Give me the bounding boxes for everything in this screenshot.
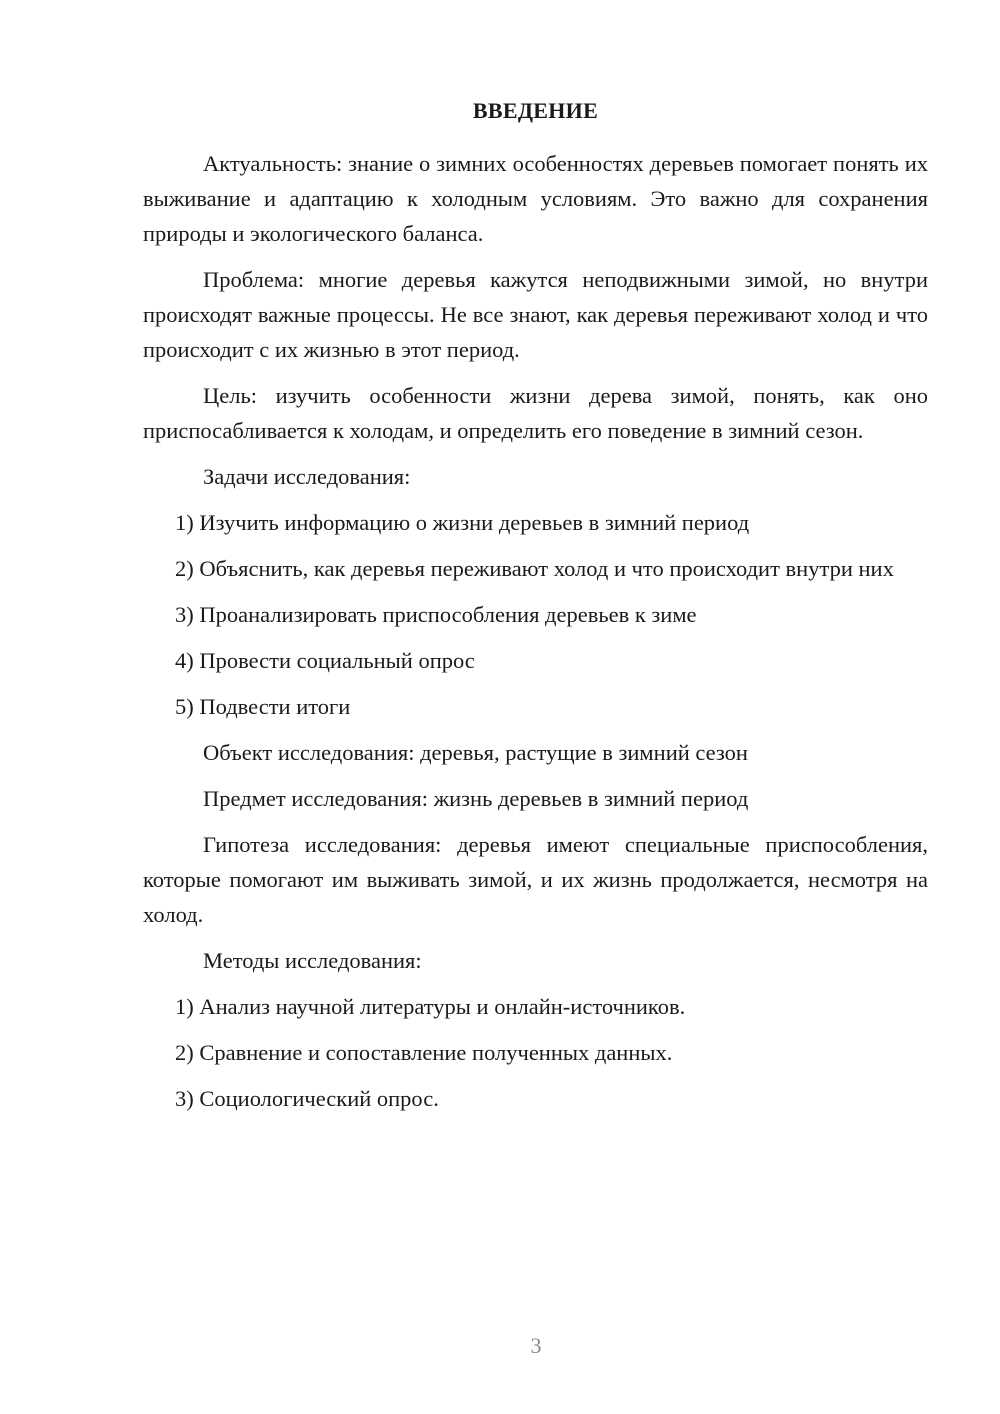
subject-paragraph: Предмет исследования: жизнь деревьев в зимний период [203, 786, 749, 811]
problem-paragraph: Проблема: многие деревья кажутся неподвижными зимой, но внутри происходят важные процессы. Не все знают, как деревья переживают холод и что происходит с их жизнью в этот период. [143, 267, 928, 362]
relevance-paragraph: Актуальность: знание о зимних особенностях деревьев помогает понять их выживание и адаптацию к холодным условиям. Это важно для сохранения природы и экологического баланса. [143, 151, 928, 246]
tasks-heading: Задачи исследования: [203, 464, 411, 489]
section-title: ВВЕДЕНИЕ [472, 98, 599, 123]
hypothesis-paragraph: Гипотеза исследования: деревья имеют специальные приспособления, которые помогают им выживать зимой, и их жизнь продолжается, несмотря на холод. [143, 832, 928, 927]
task-item: 4) Провести социальный опрос [175, 648, 475, 673]
method-item: 2) Сравнение и сопоставление полученных данных. [175, 1040, 673, 1065]
task-item: 2) Объяснить, как деревья переживают холод и что происходит внутри них [175, 556, 894, 581]
method-item: 3) Социологический опрос. [175, 1086, 439, 1111]
task-item: 1) Изучить информацию о жизни деревьев в зимний период [175, 510, 750, 535]
method-item: 1) Анализ научной литературы и онлайн-источников. [175, 994, 686, 1019]
task-item: 3) Проанализировать приспособления деревьев к зиме [175, 602, 697, 627]
object-paragraph: Объект исследования: деревья, растущие в зимний сезон [203, 740, 748, 765]
goal-paragraph: Цель: изучить особенности жизни дерева зимой, понять, как оно приспосабливается к холодам, и определить его поведение в зимний сезон. [143, 383, 928, 443]
page-number: 3 [530, 1333, 542, 1358]
methods-heading: Методы исследования: [203, 948, 422, 973]
task-item: 5) Подвести итоги [175, 694, 351, 719]
document-body [143, 96, 928, 1127]
